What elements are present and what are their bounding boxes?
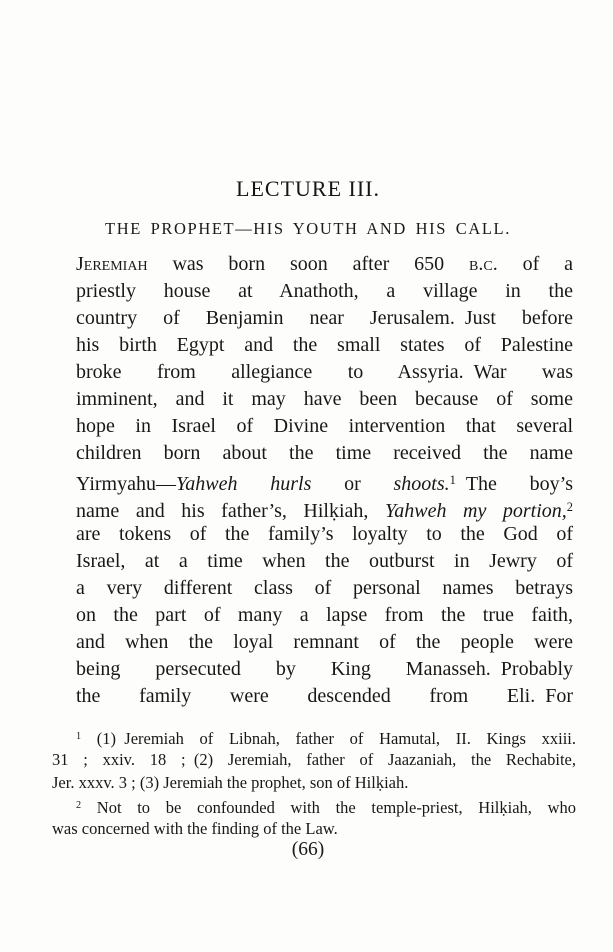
- text-line: [76, 629, 573, 656]
- footnote-reference: 1: [449, 473, 456, 487]
- lecture-title: LECTURE III.: [236, 176, 380, 201]
- text-run: the family were descended from Eli. For: [76, 685, 573, 707]
- text-line: [76, 386, 573, 413]
- text-run: was born soon after 650: [147, 253, 470, 275]
- text-line: [76, 278, 573, 305]
- text-run: children born about the time received the name: [76, 442, 573, 464]
- text-run: on the part of many a lapse from the true faith,: [76, 604, 573, 626]
- text-line: [76, 683, 573, 710]
- text-run: country of Benjamin near Jerusalem. Just before: [76, 307, 573, 329]
- text-line: [52, 817, 576, 840]
- text-run: broke from allegiance to Assyria. War was: [76, 361, 573, 383]
- text-line: [52, 794, 576, 817]
- text-line: [76, 575, 573, 602]
- text-line: [76, 413, 573, 440]
- text-run: and when the loyal remnant of the people were: [76, 631, 573, 653]
- text-run: or: [311, 473, 394, 496]
- text-line: [76, 359, 573, 386]
- text-run: Jeremiah: [76, 253, 148, 275]
- text-run: being persecuted by King Manasseh. Probably: [76, 658, 573, 680]
- text-run: (1) Jeremiah of Libnah, father of Hamutal, II. Kings xxiii.: [81, 729, 576, 749]
- text-line: [76, 467, 573, 494]
- text-run: b.c.: [469, 253, 498, 275]
- text-run: Yahweh my portion,: [384, 500, 567, 523]
- text-run: imminent, and it may have been because of some: [76, 388, 573, 410]
- lecture-subtitle: THE PROPHET—HIS YOUTH AND HIS CALL.: [105, 219, 511, 238]
- text-run: Not to be confounded with the temple-priest, Hilḳiah, who: [81, 798, 576, 818]
- text-run: was concerned with the finding of the Law.: [52, 819, 338, 838]
- text-run: 31 ; xxiv. 18 ; (2) Jeremiah, father of Jaazaniah, the Rechabite,: [52, 750, 576, 769]
- text-line: [52, 748, 576, 771]
- text-line: [76, 305, 573, 332]
- text-run: priestly house at Anathoth, a village in the: [76, 280, 573, 302]
- page-number: (66): [291, 839, 325, 860]
- text-run: The boy’s: [455, 473, 573, 496]
- text-run: of a: [497, 253, 573, 275]
- text-line: [52, 771, 576, 794]
- text-run: Yahweh hurls: [176, 473, 312, 496]
- text-line: [76, 332, 573, 359]
- text-run: shoots.: [393, 473, 450, 496]
- text-line: [76, 494, 573, 521]
- body-text: [76, 251, 573, 710]
- text-line: [52, 725, 576, 748]
- text-line: [76, 251, 573, 278]
- text-run: a very different class of personal names betrays: [76, 577, 573, 599]
- text-run: Israel, at a time when the outburst in Jewry of: [76, 550, 573, 572]
- footnote-reference: 2: [76, 800, 82, 811]
- text-run: are tokens of the family’s loyalty to the God of: [76, 523, 573, 545]
- text-run: Jer. xxxv. 3 ; (3) Jeremiah the prophet, son of Hilḳiah.: [52, 773, 409, 792]
- text-line: [76, 440, 573, 467]
- text-run: hope in Israel of Divine intervention that several: [76, 415, 573, 437]
- text-run: name and his father’s, Hilḳiah,: [76, 500, 385, 523]
- footnote-reference: 1: [76, 731, 82, 742]
- footnote-reference: 2: [566, 500, 573, 514]
- text-line: [76, 521, 573, 548]
- footnotes: [52, 725, 576, 840]
- text-line: [76, 656, 573, 683]
- text-run: his birth Egypt and the small states of Palestine: [76, 334, 573, 356]
- text-line: [76, 602, 573, 629]
- text-line: [76, 548, 573, 575]
- text-run: Yirmyahu—: [76, 473, 176, 496]
